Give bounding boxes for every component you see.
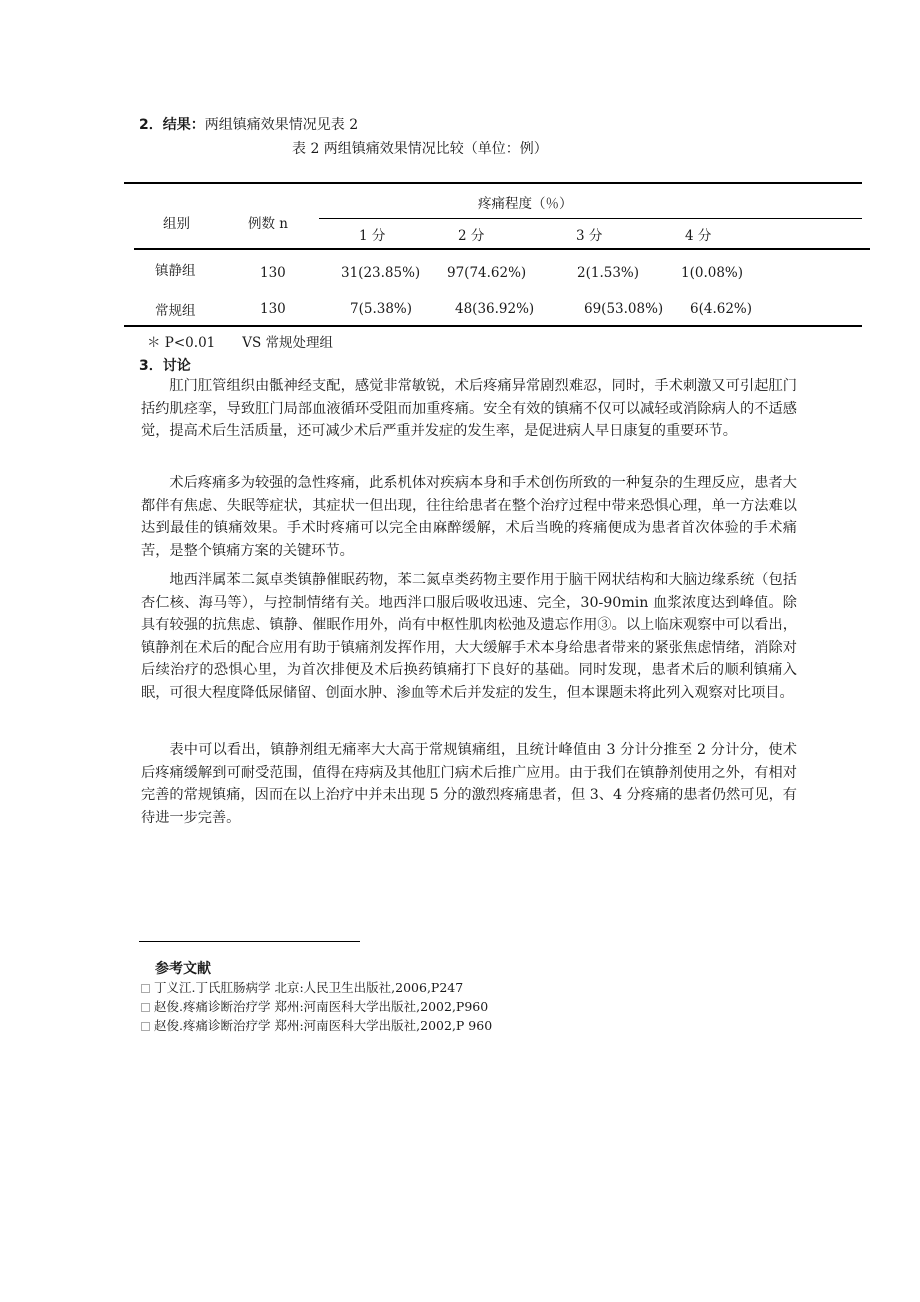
section-2-heading <box>139 114 358 134</box>
section-3-heading <box>139 355 191 375</box>
section-2-number: 2． <box>139 117 163 133</box>
row-n: 130 <box>260 301 286 317</box>
references-title: 参考文献 <box>155 961 211 977</box>
row-score-3: 2(1.53%) <box>577 265 640 281</box>
row-score-1: 7(5.38%) <box>350 301 413 317</box>
table-sub-rule <box>319 218 862 219</box>
table-note: ＊ P<0.01 VS 常规处理组 <box>147 335 334 351</box>
header-score-4: 4 分 <box>685 228 712 244</box>
table-caption: 表 2 两组镇痛效果情况比较（单位：例） <box>292 141 548 157</box>
reference-text: 赵俊.疼痛诊断治疗学 郑州:河南医科大学出版社,2002,P 960 <box>154 1018 493 1033</box>
row-score-3: 69(53.08%) <box>584 301 664 317</box>
footnote-mark-icon <box>141 1022 150 1031</box>
discussion-paragraph: 术后疼痛多为较强的急性疼痛，此系机体对疾病本身和手术创伤所致的一种复杂的生理反应，患者大都伴有焦虑、失眠等症状，其症状一但出现，往往给患者在整个治疗过程中带来恐惧心理，单一方法难以达到最佳的镇痛效果。手术时疼痛可以完全由麻醉缓解，术后当晚的疼痛便成为患者首次体验的手术痛苦，是整个镇痛方案的关键环节。 <box>141 475 797 559</box>
row-score-2: 48(36.92%) <box>455 301 535 317</box>
row-group: 镇静组 <box>155 263 196 279</box>
discussion-paragraph: 表中可以看出，镇静剂组无痛率大大高于常规镇痛组，且统计峰值由 3 分计分推至 2 分计分，使术后疼痛缓解到可耐受范围，值得在痔病及其他肛门病术后推广应用。由于我们在镇静剂使用之外，有相对完善的常规镇痛，因而在以上治疗中并未出现 5 分的激烈疼痛患者，但 3、4 分疼痛的患者仍然可见，有待进一步完善。 <box>141 742 797 826</box>
reference-item <box>141 997 488 1015</box>
row-score-4: 1(0.08%) <box>681 265 744 281</box>
row-group: 常规组 <box>155 303 196 319</box>
header-score-3: 3 分 <box>576 228 603 244</box>
footnote-mark-icon <box>141 984 150 993</box>
section-3-title: 3．讨论 <box>139 358 191 374</box>
reference-item <box>141 978 463 996</box>
header-group: 组别 <box>163 216 190 232</box>
header-cases: 例数 n <box>248 216 288 232</box>
header-pain-degree: 疼痛程度（％） <box>478 196 573 212</box>
footnote-separator <box>139 941 360 942</box>
section-2-label: 结果： <box>162 117 205 133</box>
reference-text: 丁义江.丁氏肛肠病学 北京:人民卫生出版社,2006,P247 <box>154 980 464 995</box>
table-bottom-rule <box>124 325 862 327</box>
table-header-rule <box>134 248 870 250</box>
discussion-paragraph: 地西泮属苯二氮卓类镇静催眠药物，苯二氮卓类药物主要作用于脑干网状结构和大脑边缘系统（包括杏仁核、海马等），与控制情绪有关。地西泮口服后吸收迅速、完全，30-90min 血浆浓度达到峰值。除具有较强的抗焦虑、镇静、催眠作用外，尚有中枢性肌肉松弛及遗忘作用③。以上临床观察中可以看出，镇静剂在术后的配合应用有助于镇痛剂发挥作用，大大缓解手术本身给患者带来的紧张焦虑情绪，消除对后续治疗的恐惧心里，为首次排便及术后换药镇痛打下良好的基础。同时发现，患者术后的顺利镇痛入眠，可很大程度降低尿储留、创面水肿、渗血等术后并发症的发生，但本课题未将此列入观察对比项目。 <box>141 572 797 701</box>
discussion-paragraph: 肛门肛管组织由骶神经支配，感觉非常敏锐，术后疼痛异常剧烈难忍，同时，手术刺激又可引起肛门括约肌痉挛，导致肛门局部血液循环受阻而加重疼痛。安全有效的镇痛不仅可以减轻或消除病人的不适感觉，提高术后生活质量，还可减少术后严重并发症的发生率，是促进病人早日康复的重要环节。 <box>141 378 797 440</box>
section-2-text: 两组镇痛效果情况见表 2 <box>204 117 359 133</box>
table-top-rule <box>124 182 862 184</box>
reference-text: 赵俊.疼痛诊断治疗学 郑州:河南医科大学出版社,2002,P960 <box>154 999 489 1014</box>
header-score-2: 2 分 <box>458 228 485 244</box>
row-score-4: 6(4.62%) <box>690 301 753 317</box>
row-n: 130 <box>260 265 286 281</box>
row-score-1: 31(23.85%) <box>341 265 421 281</box>
header-score-1: 1 分 <box>359 228 386 244</box>
reference-item <box>141 1016 492 1034</box>
footnote-mark-icon <box>141 1003 150 1012</box>
row-score-2: 97(74.62%) <box>447 265 527 281</box>
